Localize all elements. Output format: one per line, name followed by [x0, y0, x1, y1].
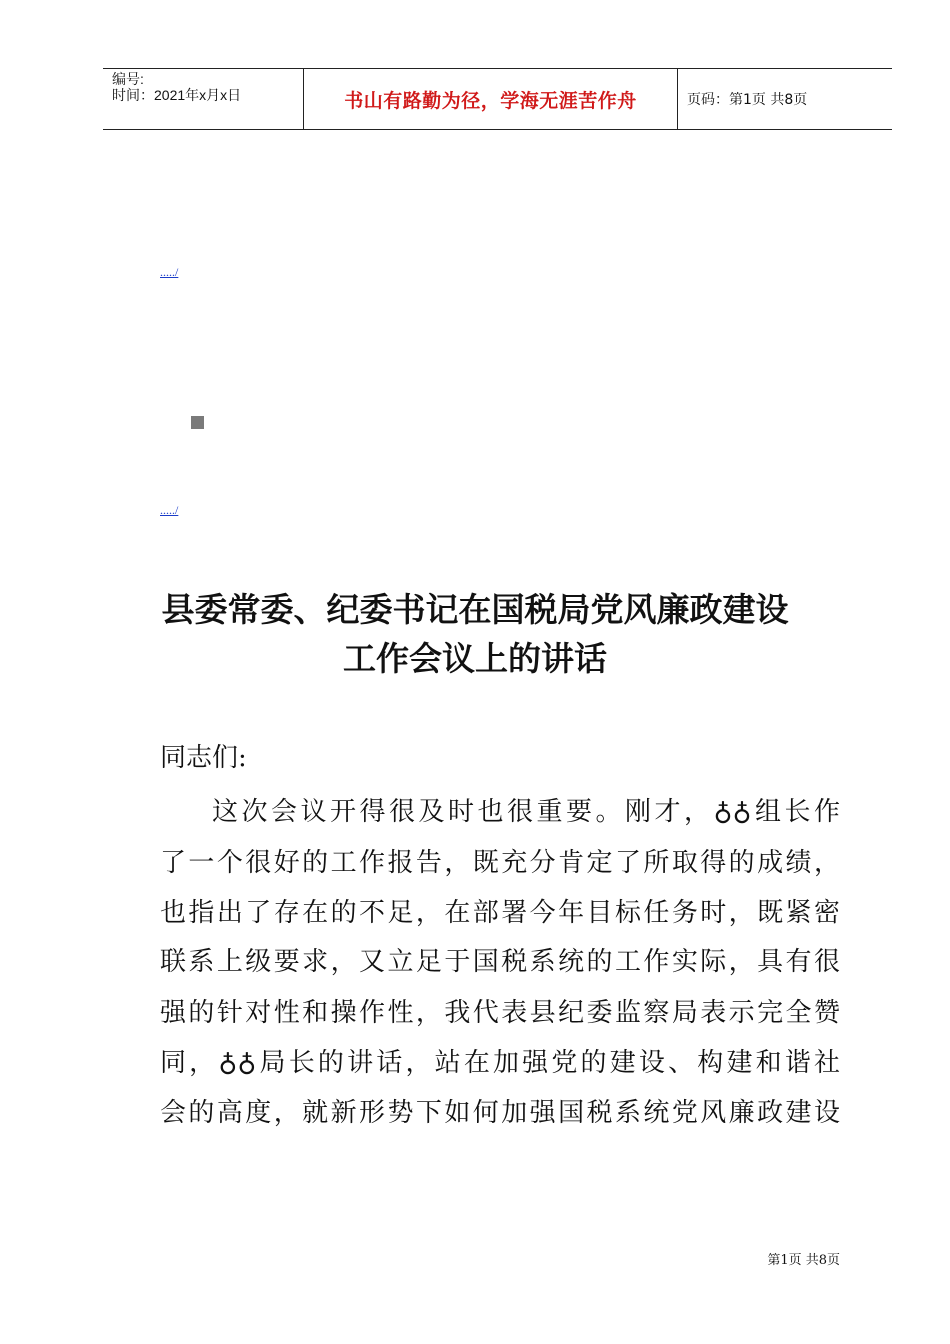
header-motto: 书山有路勤为径，学海无涯苦作舟 [344, 89, 637, 112]
title-line-2: 工作会议上的讲话 [343, 639, 607, 678]
body-line: 强的针对性和操作性，我代表县纪委监察局表示完全赞 [160, 998, 840, 1028]
greeting: 同志们: [160, 743, 247, 773]
header-motto-cell [304, 69, 678, 129]
header-page-number: 页码：第1页 共8页 [687, 92, 808, 108]
page-footer: 第1页 共8页 [767, 1253, 840, 1268]
document-title [100, 585, 850, 683]
square-bullet-icon [191, 416, 204, 429]
title-line-1: 县委常委、纪委书记在国税局党风廉政建设 [161, 590, 789, 629]
body-line: 也指出了存在的不足，在部署今年目标任务时，既紧密 [160, 898, 840, 928]
body-line: 了一个很好的工作报告，既充分肯定了所取得的成绩， [160, 848, 840, 878]
source-link-bottom[interactable]: ...../ [160, 503, 179, 517]
document-number-label: 编号: [112, 71, 144, 87]
body-line: 联系上级要求，又立足于国税系统的工作实际，具有很 [160, 947, 840, 977]
page-header [103, 68, 892, 130]
body-line: 这次会议开得很及时也很重要。刚才，♁♁组长作 [212, 797, 840, 827]
body-line: 同，♁♁局长的讲话，站在加强党的建设、构建和谐社 [160, 1048, 840, 1078]
header-page-cell [678, 69, 892, 129]
source-link-top[interactable]: ...../ [160, 265, 179, 279]
document-date-label: 时间：2021年x月x日 [112, 87, 242, 103]
body-line: 会的高度，就新形势下如何加强国税系统党风廉政建设 [160, 1098, 840, 1128]
header-meta-cell [103, 69, 304, 129]
